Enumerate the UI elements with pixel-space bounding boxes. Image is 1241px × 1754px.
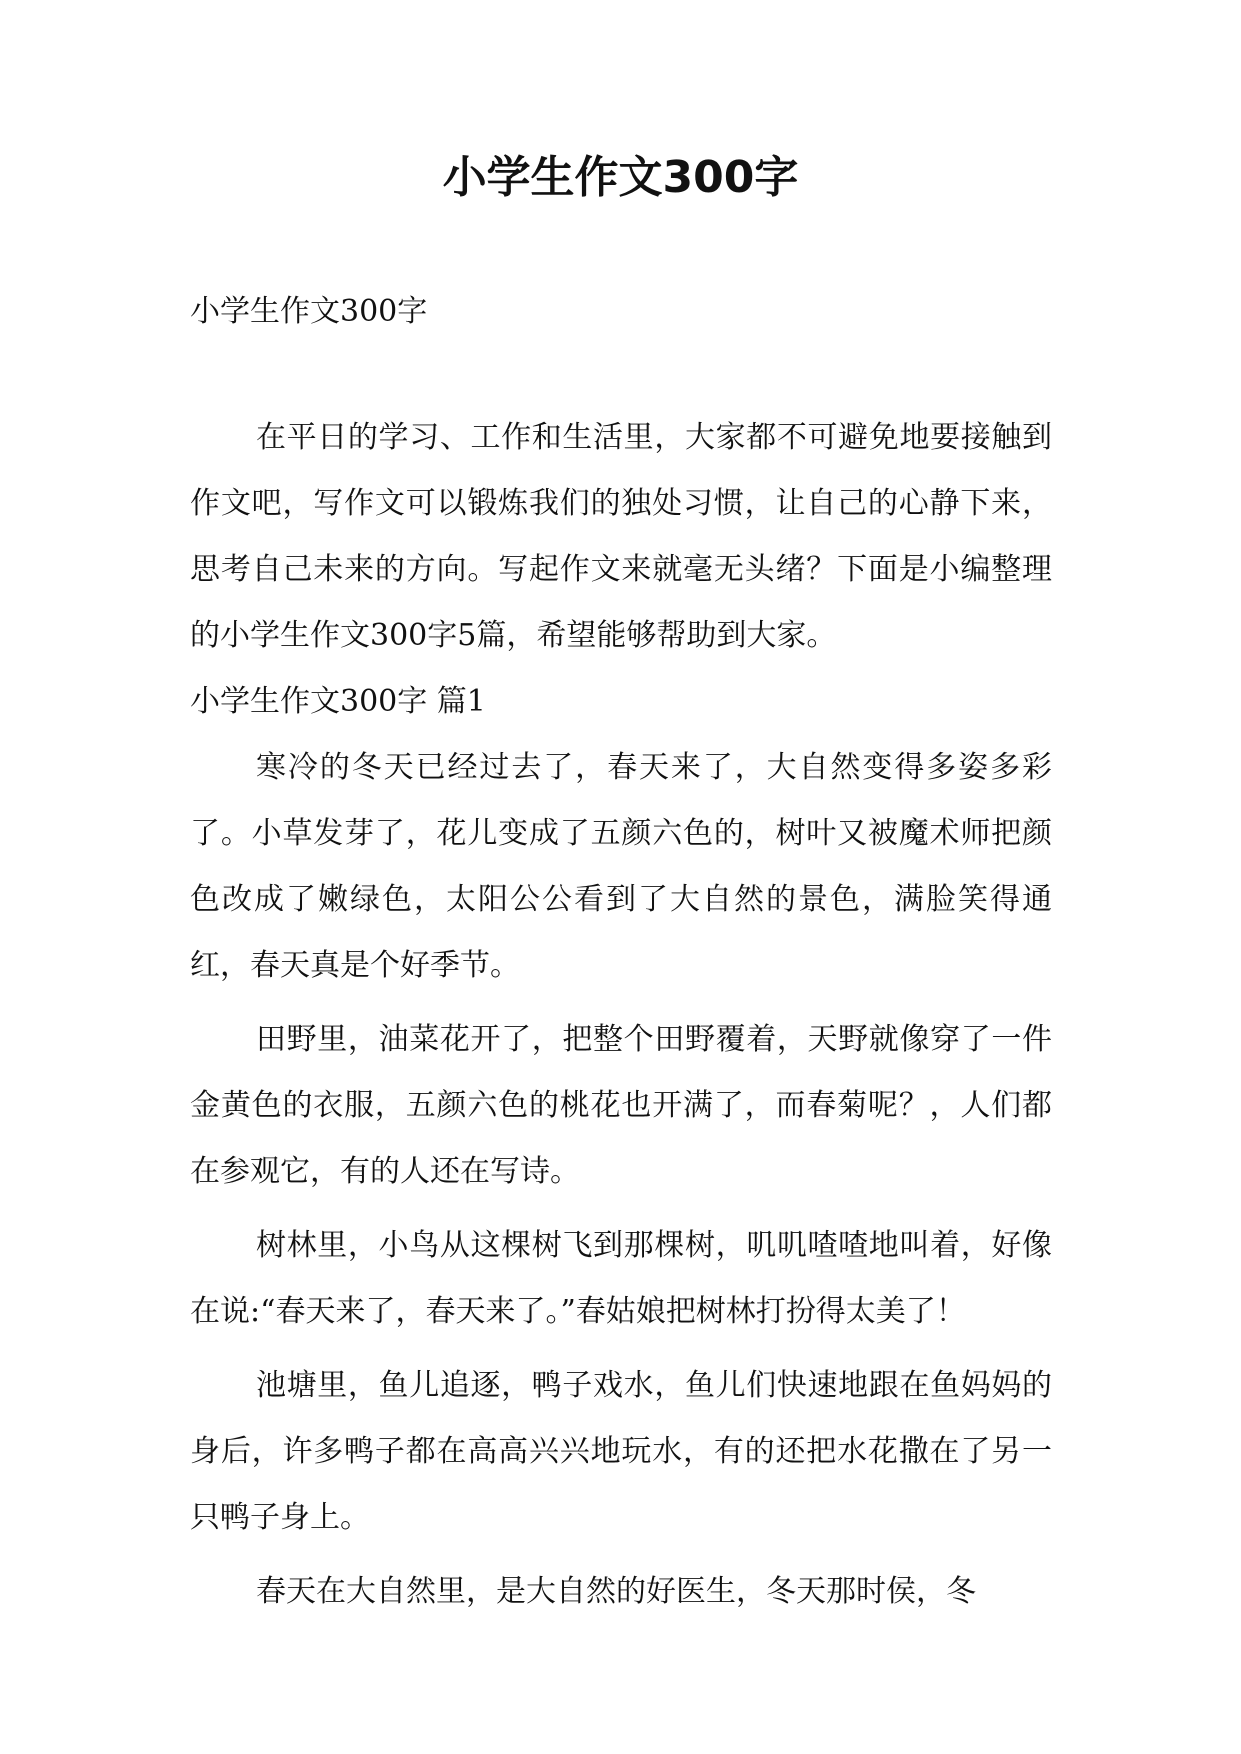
section-heading: 小学生作文300字 篇1	[190, 684, 486, 719]
intro-paragraph: 在平日的学习、工作和生活里，大家都不可避免地要接触到作文吧，写作文可以锻炼我们的独处习惯，让自己的心静下来，思考自己未来的方向。写起作文来就毫无头绪？下面是小编整理的小学生作文300字5篇，希望能够帮助到大家。	[190, 420, 1052, 653]
body-paragraph: 池塘里，鱼儿追逐，鸭子戏水，鱼儿们快速地跟在鱼妈妈的身后，许多鸭子都在高高兴兴地玩水，有的还把水花撒在了另一只鸭子身上。	[190, 1368, 1052, 1535]
body-paragraph: 树林里，小鸟从这棵树飞到那棵树，叽叽喳喳地叫着，好像在说:“春天来了，春天来了。”春姑娘把树林打扮得太美了！	[190, 1228, 1052, 1329]
body-paragraph: 田野里，油菜花开了，把整个田野覆着，天野就像穿了一件金黄色的衣服，五颜六色的桃花也开满了，而春菊呢？，人们都在参观它，有的人还在写诗。	[190, 1022, 1052, 1189]
document-subtitle: 小学生作文300字	[190, 294, 428, 329]
page-title: 小学生作文300字	[442, 152, 799, 203]
body-paragraph: 寒冷的冬天已经过去了，春天来了，大自然变得多姿多彩了。小草发芽了，花儿变成了五颜六色的，树叶又被魔术师把颜色改成了嫩绿色，太阳公公看到了大自然的景色，满脸笑得通红，春天真是个好季节。	[190, 750, 1052, 983]
document-body	[190, 405, 1052, 1625]
body-paragraph: 春天在大自然里，是大自然的好医生，冬天那时侯，冬	[256, 1574, 976, 1609]
